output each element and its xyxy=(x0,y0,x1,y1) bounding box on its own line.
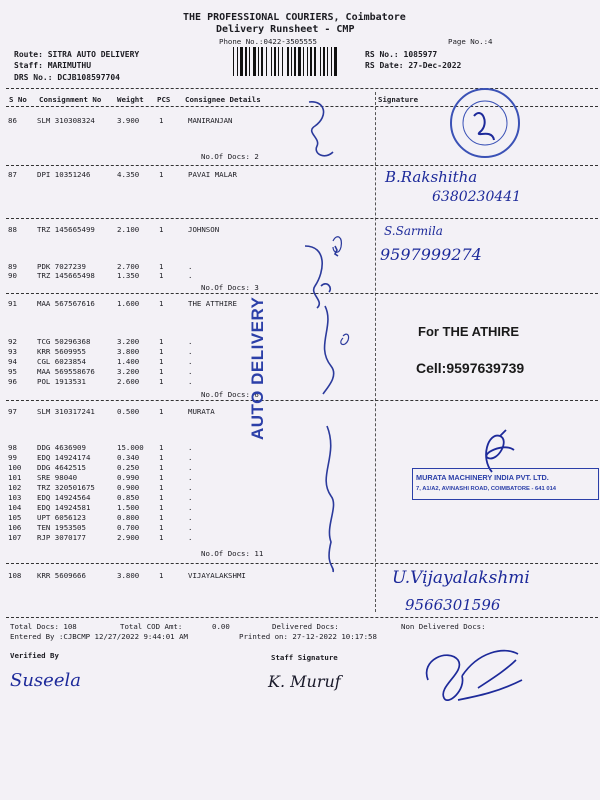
doc-count: No.Of Docs: 11 xyxy=(201,549,264,558)
cell-consignee: VIJAYALAKSHMI xyxy=(188,571,246,580)
cell-sno: 97 xyxy=(8,407,17,416)
runsheet-subtitle: Delivery Runsheet - CMP xyxy=(216,24,355,35)
company-seal xyxy=(448,86,522,160)
cell-pcs: 1 xyxy=(159,493,164,502)
cell-sno: 108 xyxy=(8,571,22,580)
cell-consignment: MAA 569558676 xyxy=(37,367,95,376)
rs-number: RS No.: 1085977 xyxy=(365,50,438,59)
signature-87: B.Rakshitha xyxy=(385,168,478,186)
auto-delivery-stamp: AUTO DELIVERY xyxy=(248,296,267,440)
cell-weight: 3.200 xyxy=(117,367,140,376)
cell-weight: 0.500 xyxy=(117,407,140,416)
cell-consignee: . xyxy=(188,347,193,356)
staff-signature-label: Staff Signature xyxy=(271,653,338,662)
cell-consignee: . xyxy=(188,503,193,512)
signature-88: S.Sarmila xyxy=(384,224,443,238)
cell-consignment: SRE 98040 xyxy=(37,473,78,482)
cell-consignee: . xyxy=(188,271,193,280)
cell-weight: 2.700 xyxy=(117,262,140,271)
cell-weight: 0.850 xyxy=(117,493,140,502)
total-cod-value: 0.00 xyxy=(212,622,230,631)
cell-pcs: 1 xyxy=(159,571,164,580)
barcode xyxy=(231,47,359,76)
brace-mark xyxy=(326,426,333,572)
cell-sno: 100 xyxy=(8,463,22,472)
cell-weight: 1.500 xyxy=(117,503,140,512)
cell-sno: 105 xyxy=(8,513,22,522)
cell-consignment: UPT 6056123 xyxy=(37,513,86,522)
cell-pcs: 1 xyxy=(159,299,164,308)
phone-87: 6380230441 xyxy=(432,189,522,205)
cell-sno: 107 xyxy=(8,533,22,542)
cell-pcs: 1 xyxy=(159,523,164,532)
brace-mark xyxy=(323,306,334,394)
cell-consignment: DDG 4642515 xyxy=(37,463,86,472)
cell-consignee: . xyxy=(188,523,193,532)
murata-stamp-name: MURATA MACHINERY INDIA PVT. LTD. xyxy=(416,473,549,482)
cell-pcs: 1 xyxy=(159,533,164,542)
cell-pcs: 1 xyxy=(159,503,164,512)
cell-consignee: . xyxy=(188,453,193,462)
staff-label: Staff: MARIMUTHU xyxy=(14,61,92,70)
cell-sno: 87 xyxy=(8,170,17,179)
col-pcs: PCS xyxy=(157,95,171,104)
delivered-docs: Delivered Docs: xyxy=(272,622,339,631)
cell-pcs: 1 xyxy=(159,357,164,366)
cell-sno: 86 xyxy=(8,116,17,125)
cell-sno: 90 xyxy=(8,271,17,280)
cell-consignment: RJP 3070177 xyxy=(37,533,86,542)
col-signature: Signature xyxy=(378,95,419,104)
cell-pcs: 1 xyxy=(159,513,164,522)
cell-weight: 0.990 xyxy=(117,473,140,482)
cell-weight: 0.250 xyxy=(117,463,140,472)
cell-consignment: MAA 567567616 xyxy=(37,299,95,308)
cell-consignee: . xyxy=(188,513,193,522)
cell-sno: 98 xyxy=(8,443,17,452)
col-sno: S No xyxy=(9,95,27,104)
cell-consignee: . xyxy=(188,337,193,346)
cell-sno: 89 xyxy=(8,262,17,271)
cell-consignee: THE ATTHIRE xyxy=(188,299,237,308)
cell-consignment: PDK 7027239 xyxy=(37,262,86,271)
total-docs: Total Docs: 108 xyxy=(10,622,77,631)
cell-consignee: PAVAI MALAR xyxy=(188,170,237,179)
cell-consignment: POL 1913531 xyxy=(37,377,86,386)
phone-number: Phone No.:0422-3505555 xyxy=(219,37,317,46)
brace-mark xyxy=(305,246,322,308)
cell-consignee: . xyxy=(188,357,193,366)
cell-consignee: . xyxy=(188,463,193,472)
cell-weight: 3.900 xyxy=(117,116,140,125)
cell-sno: 99 xyxy=(8,453,17,462)
cell-pcs: 1 xyxy=(159,337,164,346)
cell-sno: 94 xyxy=(8,357,17,366)
cell-weight: 3.800 xyxy=(117,571,140,580)
cell-weight: 2.900 xyxy=(117,533,140,542)
cell-sno: 102 xyxy=(8,483,22,492)
cell-pcs: 1 xyxy=(159,367,164,376)
column-divider xyxy=(375,92,376,612)
verified-signature: Suseela xyxy=(10,670,81,691)
cell-pcs: 1 xyxy=(159,225,164,234)
doc-count: No.Of Docs: 3 xyxy=(201,283,259,292)
cell-consignee: JOHNSON xyxy=(188,225,220,234)
cell-sno: 101 xyxy=(8,473,22,482)
cell-consignment: KRR 5609955 xyxy=(37,347,86,356)
cell-sno: 93 xyxy=(8,347,17,356)
cell-consignee: . xyxy=(188,493,193,502)
murata-stamp-address: 7, A1/A2, AVINASHI ROAD, COIMBATORE - 641 014 xyxy=(416,486,557,492)
cell-consignment: TRZ 145665498 xyxy=(37,271,95,280)
delivery-signature xyxy=(418,640,528,710)
athire-stamp-cell: Cell:9597639739 xyxy=(416,360,525,376)
cell-sno: 103 xyxy=(8,493,22,502)
murata-stamp xyxy=(412,468,599,500)
cell-consignee: MANIRANJAN xyxy=(188,116,233,125)
cell-consignment: EDQ 14924174 xyxy=(37,453,91,462)
cell-weight: 0.340 xyxy=(117,453,140,462)
cell-sno: 92 xyxy=(8,337,17,346)
cell-consignment: SLM 310317241 xyxy=(37,407,95,416)
divider xyxy=(6,617,598,618)
cell-consignment: DPI 10351246 xyxy=(37,170,91,179)
cell-consignee: . xyxy=(188,443,193,452)
cell-pcs: 1 xyxy=(159,271,164,280)
cell-weight: 1.600 xyxy=(117,299,140,308)
cell-weight: 0.800 xyxy=(117,513,140,522)
cell-weight: 0.700 xyxy=(117,523,140,532)
cell-weight: 0.900 xyxy=(117,483,140,492)
brace-marks xyxy=(295,96,375,616)
cell-consignee: . xyxy=(188,367,193,376)
cell-consignment: TEN 1953505 xyxy=(37,523,86,532)
cell-pcs: 1 xyxy=(159,116,164,125)
cell-consignment: TRZ 145665499 xyxy=(37,225,95,234)
non-delivered-docs: Non Delivered Docs: xyxy=(401,622,486,631)
cell-sno: 95 xyxy=(8,367,17,376)
route-label: Route: SITRA AUTO DELIVERY xyxy=(14,50,140,59)
doc-count: No.Of Docs: 2 xyxy=(201,152,259,161)
cell-consignment: DDG 4636909 xyxy=(37,443,86,452)
cell-sno: 96 xyxy=(8,377,17,386)
cell-consignee: MURATA xyxy=(188,407,215,416)
cell-pcs: 1 xyxy=(159,463,164,472)
cell-consignment: TCG 50296368 xyxy=(37,337,91,346)
printed-on: Printed on: 27-12-2022 10:17:58 xyxy=(239,632,377,641)
cell-consignment: EDQ 14924564 xyxy=(37,493,91,502)
total-cod-label: Total COD Amt: xyxy=(120,622,183,631)
cell-pcs: 1 xyxy=(159,473,164,482)
verified-by-label: Verified By xyxy=(10,651,59,660)
cell-consignee: . xyxy=(188,533,193,542)
cell-consignment: TRZ 320501675 xyxy=(37,483,95,492)
cell-consignee: . xyxy=(188,473,193,482)
cell-consignment: CGL 6023854 xyxy=(37,357,86,366)
col-weight: Weight xyxy=(117,95,144,104)
cell-consignment: EDQ 14924581 xyxy=(37,503,91,512)
signature-108: U.Vijayalakshmi xyxy=(392,568,530,588)
brace-mark xyxy=(309,102,333,156)
entered-by: Entered By :CJBCMP 12/27/2022 9:44:01 AM xyxy=(10,632,188,641)
doc-count: No.Of Docs: 6 xyxy=(201,390,259,399)
cell-pcs: 1 xyxy=(159,453,164,462)
col-consignment: Consignment No xyxy=(39,95,102,104)
cell-weight: 3.800 xyxy=(117,347,140,356)
cell-consignment: SLM 310308324 xyxy=(37,116,95,125)
cell-pcs: 1 xyxy=(159,170,164,179)
phone-88: 9597999274 xyxy=(380,245,482,264)
cell-weight: 4.350 xyxy=(117,170,140,179)
cell-weight: 15.000 xyxy=(117,443,144,452)
cell-pcs: 1 xyxy=(159,443,164,452)
cell-consignee: . xyxy=(188,262,193,271)
cell-sno: 104 xyxy=(8,503,22,512)
cell-pcs: 1 xyxy=(159,262,164,271)
drs-number: DRS No.: DCJB108597704 xyxy=(14,73,120,82)
cell-sno: 91 xyxy=(8,299,17,308)
cell-sno: 88 xyxy=(8,225,17,234)
cell-weight: 1.400 xyxy=(117,357,140,366)
cell-pcs: 1 xyxy=(159,377,164,386)
rs-date: RS Date: 27-Dec-2022 xyxy=(365,61,462,70)
cell-weight: 2.600 xyxy=(117,377,140,386)
col-consignee: Consignee Details xyxy=(185,95,261,104)
cell-weight: 1.350 xyxy=(117,271,140,280)
cell-consignee: . xyxy=(188,377,193,386)
page-number: Page No.:4 xyxy=(448,37,493,46)
phone-108: 9566301596 xyxy=(405,596,501,614)
cell-weight: 2.100 xyxy=(117,225,140,234)
cell-pcs: 1 xyxy=(159,407,164,416)
cell-pcs: 1 xyxy=(159,347,164,356)
company-title: THE PROFESSIONAL COURIERS, Coimbatore xyxy=(183,12,406,23)
cell-weight: 3.200 xyxy=(117,337,140,346)
cell-consignment: KRR 5609666 xyxy=(37,571,86,580)
cell-sno: 106 xyxy=(8,523,22,532)
staff-signature: K. Muruf xyxy=(268,672,341,691)
cell-consignee: . xyxy=(188,483,193,492)
athire-stamp-name: For THE ATHIRE xyxy=(418,324,520,339)
barcode-icon xyxy=(231,47,359,76)
cell-pcs: 1 xyxy=(159,483,164,492)
